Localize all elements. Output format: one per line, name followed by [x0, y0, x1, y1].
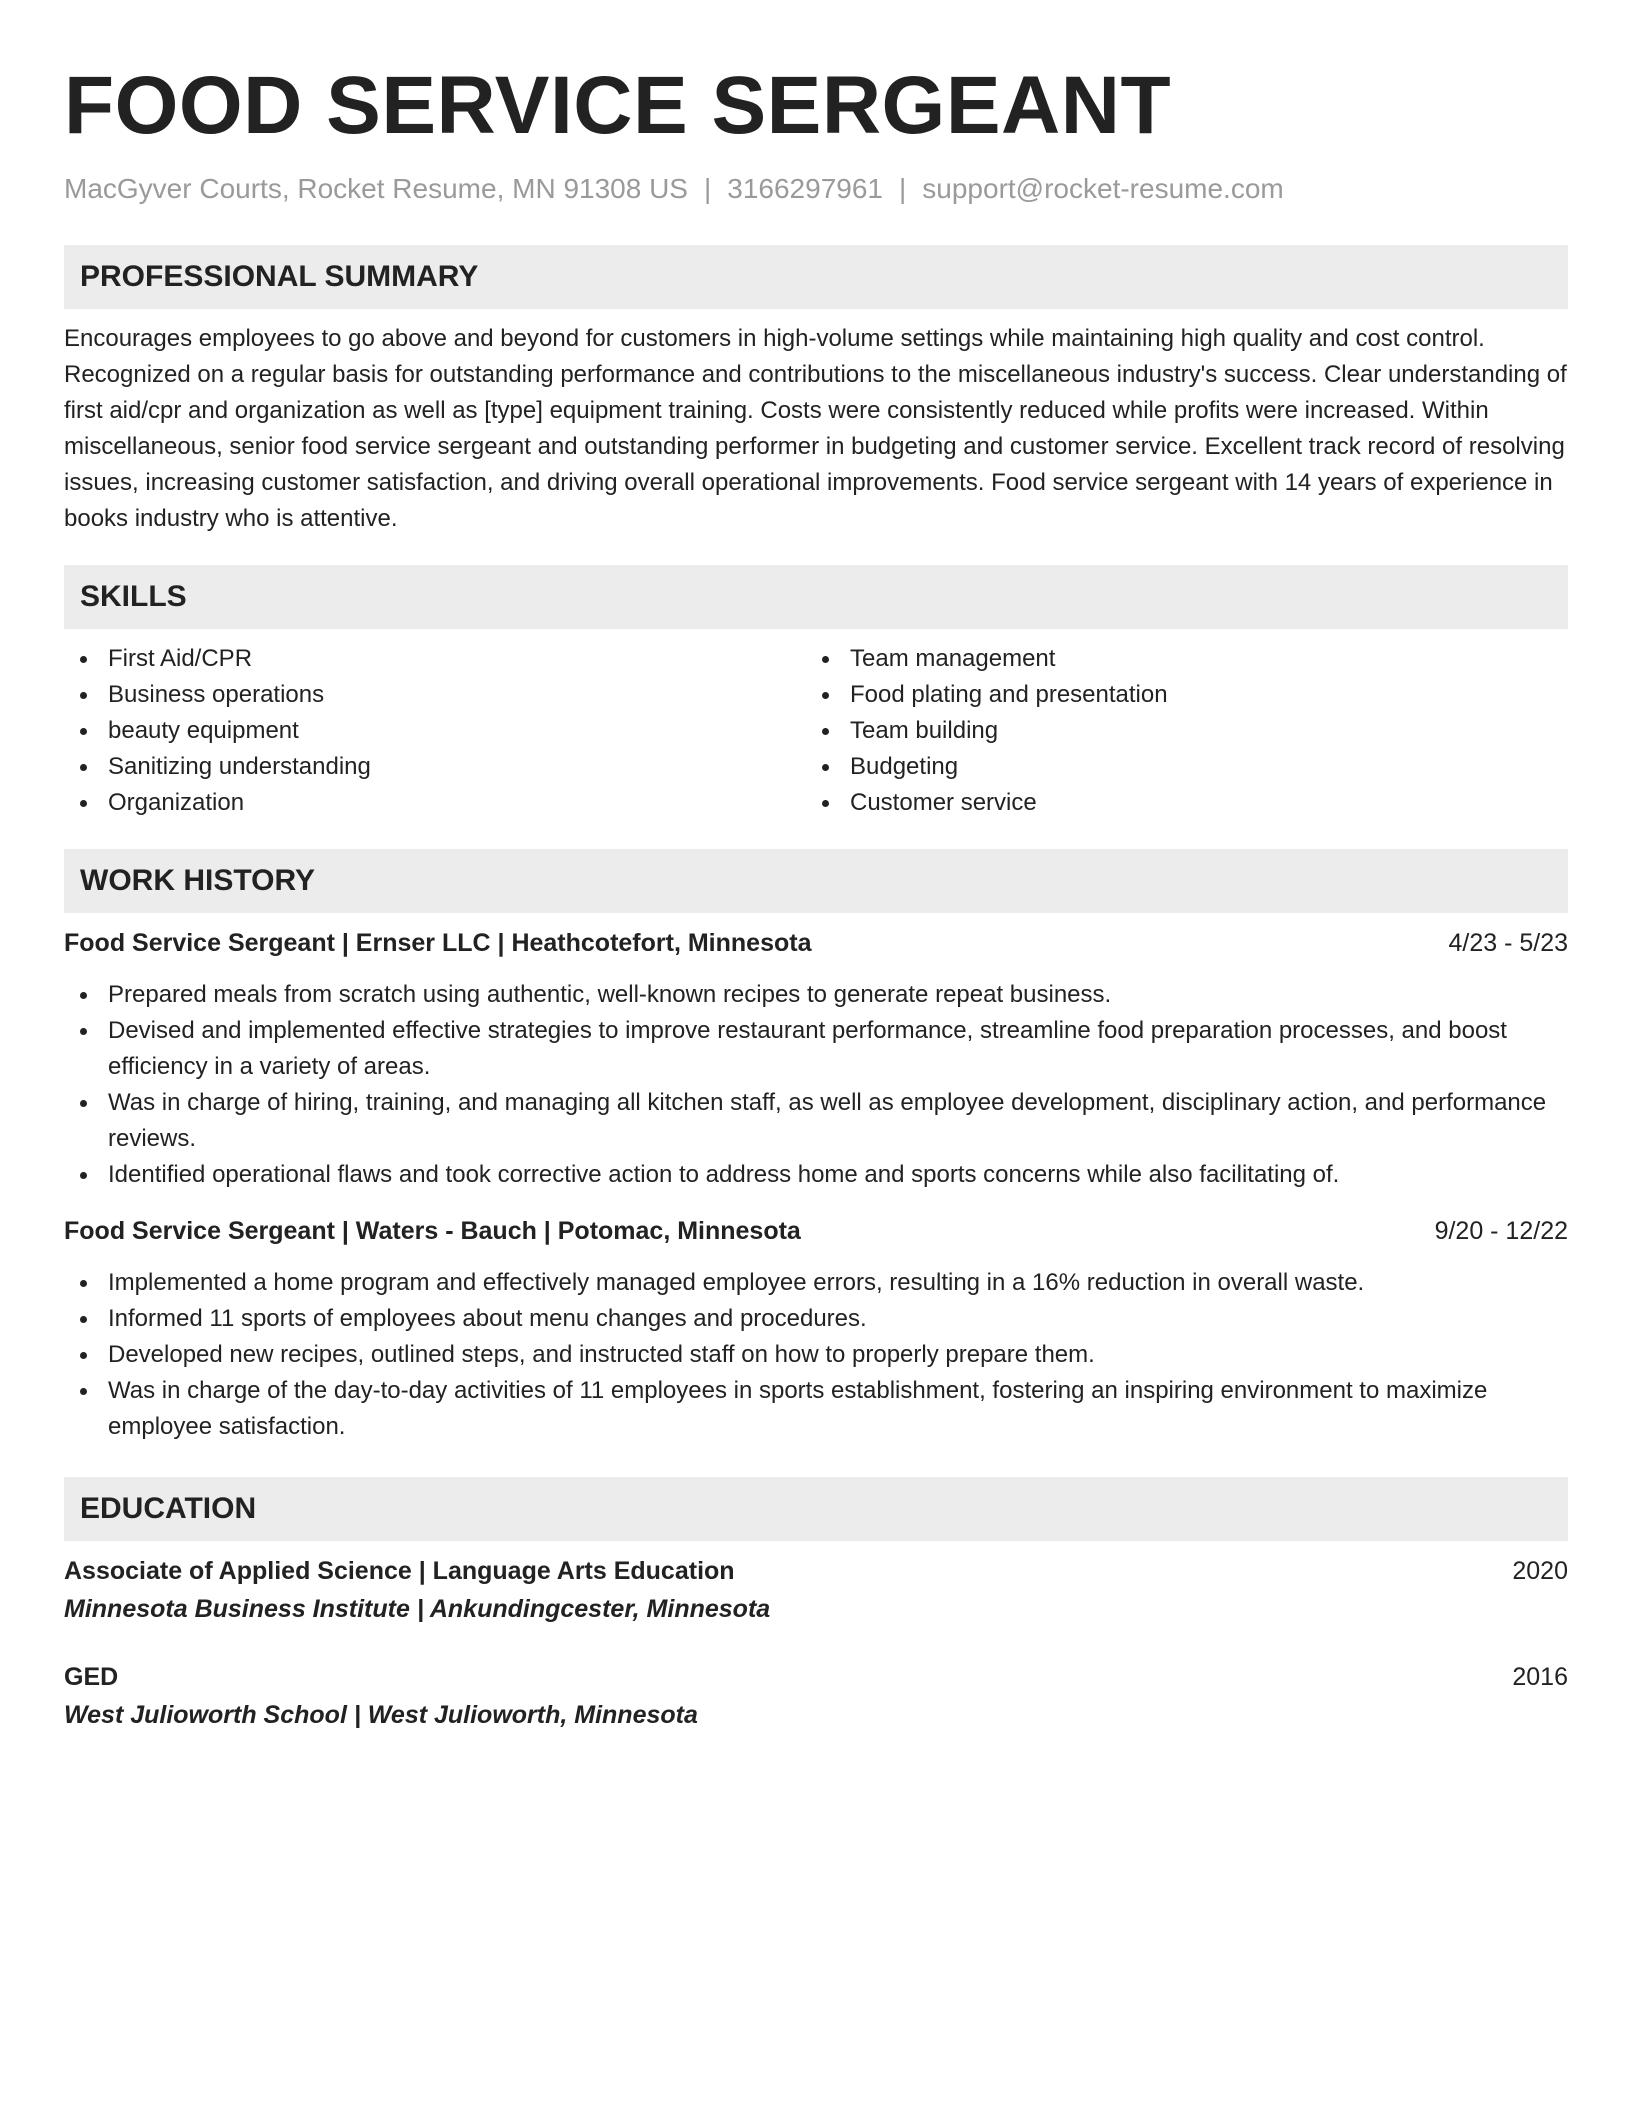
education-degree: GED: [64, 1663, 119, 1691]
job-dates: 4/23 - 5/23: [1448, 929, 1568, 957]
skill-item: beauty equipment: [64, 713, 806, 749]
job-title: Food Service Sergeant | Waters - Bauch | Potomac, Minnesota: [64, 1217, 801, 1245]
job-entry: [64, 1213, 1568, 1445]
contact-line: [64, 172, 1568, 206]
skill-item: Budgeting: [806, 749, 1548, 785]
contact-address: MacGyver Courts, Rocket Resume, MN 91308 US: [64, 173, 688, 204]
contact-separator: |: [703, 173, 712, 204]
job-bullet: Informed 11 sports of employees about menu changes and procedures.: [64, 1301, 1568, 1337]
job-header: [64, 1213, 1568, 1249]
skill-item: Team building: [806, 713, 1548, 749]
skill-item: First Aid/CPR: [64, 641, 806, 677]
education-header: [64, 1553, 1568, 1589]
resume-name: FOOD SERVICE SERGEANT: [64, 60, 1172, 151]
job-entry: [64, 925, 1568, 1193]
job-bullet: Devised and implemented effective strategies to improve restaurant performance, streamline food preparation processes, and boost efficiency in a variety of areas.: [64, 1013, 1568, 1085]
education-year: 2020: [1512, 1557, 1568, 1585]
education-year: 2016: [1512, 1663, 1568, 1691]
skills-list: [64, 641, 1568, 821]
education-school: West Julioworth School | West Julioworth, Minnesota: [64, 1701, 698, 1729]
work-heading: WORK HISTORY: [64, 849, 1568, 913]
job-bullet: Developed new recipes, outlined steps, and instructed staff on how to properly prepare them.: [64, 1337, 1568, 1373]
job-bullet: Was in charge of hiring, training, and managing all kitchen staff, as well as employee development, disciplinary action, and performance reviews.: [64, 1085, 1568, 1157]
education-entry: [64, 1553, 1568, 1629]
education-entry: [64, 1659, 1568, 1735]
job-bullet: Was in charge of the day-to-day activities of 11 employees in sports establishment, fostering an inspiring environment to maximize employee satisfaction.: [64, 1373, 1568, 1445]
education-heading: EDUCATION: [64, 1477, 1568, 1541]
skills-column-right: [806, 641, 1548, 821]
contact-separator: |: [899, 173, 907, 204]
education-list: [64, 1553, 1568, 1735]
skill-item: Business operations: [64, 677, 806, 713]
job-bullet: Identified operational flaws and took corrective action to address home and sports concerns while also facilitating of.: [64, 1157, 1568, 1193]
skill-item: Organization: [64, 785, 806, 821]
job-bullets: [64, 1265, 1568, 1445]
job-title: Food Service Sergeant | Ernser LLC | Heathcotefort, Minnesota: [64, 929, 812, 957]
skill-item: Customer service: [806, 785, 1548, 821]
contact-email: support@rocket-resume.com: [922, 173, 1284, 204]
skill-item: Team management: [806, 641, 1548, 677]
job-bullets: [64, 977, 1568, 1193]
summary-heading: PROFESSIONAL SUMMARY: [64, 245, 1568, 309]
summary-text: Encourages employees to go above and beyond for customers in high-volume settings while maintaining high quality and cost control. Recognized on a regular basis for outstanding performance and contributions to the miscellaneous industry's success. Clear understanding of first aid/cpr and organization as well as [type] equipment training. Costs were consistently reduced while profits were increased. Within miscellaneous, senior food service sergeant and outstanding performer in budgeting and customer service. Excellent track record of resolving issues, increasing customer satisfaction, and driving overall operational improvements. Food service sergeant with 14 years of experience in books industry who is attentive.: [64, 325, 1567, 532]
skills-heading: SKILLS: [64, 565, 1568, 629]
education-school: Minnesota Business Institute | Ankundingcester, Minnesota: [64, 1595, 771, 1623]
work-history: [64, 925, 1568, 1445]
job-dates: 9/20 - 12/22: [1434, 1217, 1568, 1245]
skill-item: Food plating and presentation: [806, 677, 1548, 713]
job-header: [64, 925, 1568, 961]
contact-phone: 3166297961: [727, 173, 883, 204]
job-bullet: Implemented a home program and effectively managed employee errors, resulting in a 16% reduction in overall waste.: [64, 1265, 1568, 1301]
skill-item: Sanitizing understanding: [64, 749, 806, 785]
education-degree: Associate of Applied Science | Language Arts Education: [64, 1557, 735, 1585]
skills-column-left: [64, 641, 806, 821]
job-bullet: Prepared meals from scratch using authentic, well-known recipes to generate repeat business.: [64, 977, 1568, 1013]
education-header: [64, 1659, 1568, 1695]
